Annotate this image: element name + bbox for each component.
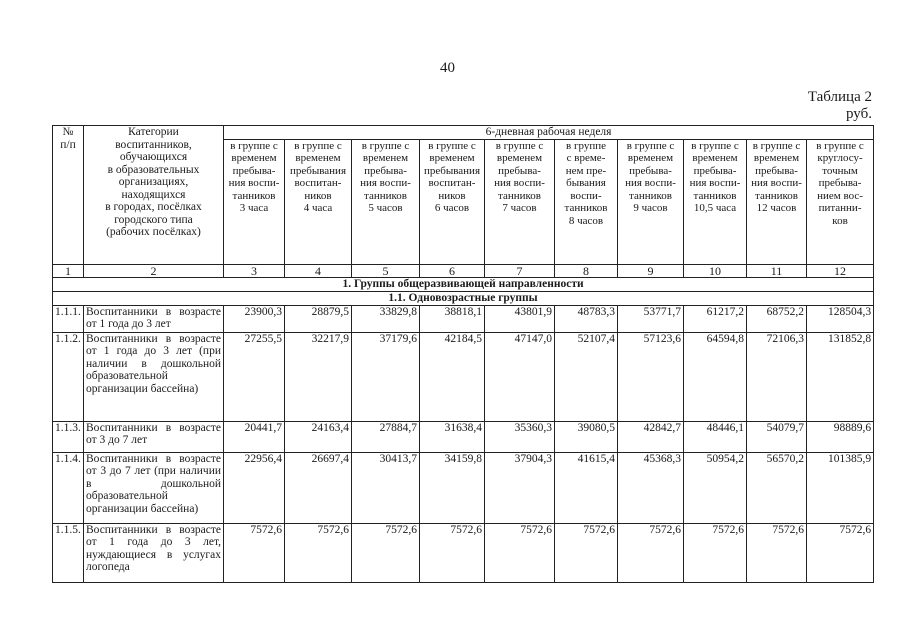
- column-header: в группе с време- нем пре- бывания воспи- танников 8 часов: [555, 139, 618, 264]
- cost-value: 38818,1: [420, 305, 485, 332]
- section-title: 1. Группы общеразвивающей направленности: [53, 277, 874, 291]
- cost-value: 20441,7: [224, 421, 285, 452]
- cost-value: 45368,3: [618, 452, 684, 523]
- row-description: Воспитанники в возрасте от 3 до 7 лет (при наличии в дошкольной образовательной организации бассейна): [84, 452, 224, 523]
- cost-value: 22956,4: [224, 452, 285, 523]
- page-number: 40: [440, 60, 455, 76]
- row-number: 1.1.4.: [53, 452, 84, 523]
- column-index: 8: [555, 264, 618, 277]
- column-header: в группе с временем пребыва- ния воспи- танников 5 часов: [352, 139, 420, 264]
- cost-value: 57123,6: [618, 332, 684, 421]
- cost-value: 28879,5: [285, 305, 352, 332]
- cost-value: 27255,5: [224, 332, 285, 421]
- column-index: 2: [84, 264, 224, 277]
- cost-value: 72106,3: [747, 332, 807, 421]
- column-index: 9: [618, 264, 684, 277]
- cost-value: 7572,6: [352, 523, 420, 582]
- cost-value: 42184,5: [420, 332, 485, 421]
- cost-value: 41615,4: [555, 452, 618, 523]
- column-index: 1: [53, 264, 84, 277]
- column-header: в группе с временем пребывания воспитан- ников 4 часа: [285, 139, 352, 264]
- cost-value: 39080,5: [555, 421, 618, 452]
- cost-value: 56570,2: [747, 452, 807, 523]
- cost-value: 24163,4: [285, 421, 352, 452]
- header-week: 6-дневная рабочая неделя: [224, 126, 874, 140]
- cost-value: 7572,6: [618, 523, 684, 582]
- cost-value: 98889,6: [807, 421, 874, 452]
- cost-value: 61217,2: [684, 305, 747, 332]
- column-index: 7: [485, 264, 555, 277]
- column-index: 6: [420, 264, 485, 277]
- cost-value: 131852,8: [807, 332, 874, 421]
- column-index: 4: [285, 264, 352, 277]
- cost-value: 128504,3: [807, 305, 874, 332]
- cost-value: 7572,6: [747, 523, 807, 582]
- row-description: Воспитанники в возрасте от 1 года до 3 лет, нуждающиеся в услугах логопеда: [84, 523, 224, 582]
- cost-value: 47147,0: [485, 332, 555, 421]
- row-number: 1.1.1.: [53, 305, 84, 332]
- tariff-table: [52, 125, 874, 583]
- cost-value: 42842,7: [618, 421, 684, 452]
- currency-label: руб.: [846, 106, 872, 122]
- cost-value: 50954,2: [684, 452, 747, 523]
- cost-value: 7572,6: [285, 523, 352, 582]
- cost-value: 30413,7: [352, 452, 420, 523]
- column-index: 10: [684, 264, 747, 277]
- cost-value: 32217,9: [285, 332, 352, 421]
- cost-value: 33829,8: [352, 305, 420, 332]
- cost-value: 26697,4: [285, 452, 352, 523]
- column-header: в группе с временем пребыва- ния воспи- танников 10,5 часа: [684, 139, 747, 264]
- column-index: 3: [224, 264, 285, 277]
- column-header: в группе с временем пребыва- ния воспи- танников 3 часа: [224, 139, 285, 264]
- column-index: 12: [807, 264, 874, 277]
- cost-value: 7572,6: [684, 523, 747, 582]
- column-header: в группе с круглосу- точным пребыва- нием вос- питанни- ков: [807, 139, 874, 264]
- cost-value: 48446,1: [684, 421, 747, 452]
- cost-value: 7572,6: [485, 523, 555, 582]
- cost-value: 52107,4: [555, 332, 618, 421]
- cost-value: 37904,3: [485, 452, 555, 523]
- cost-value: 101385,9: [807, 452, 874, 523]
- column-index: 5: [352, 264, 420, 277]
- cost-value: 34159,8: [420, 452, 485, 523]
- cost-value: 27884,7: [352, 421, 420, 452]
- cost-value: 35360,3: [485, 421, 555, 452]
- column-header: в группе с временем пребывания воспитан- ников 6 часов: [420, 139, 485, 264]
- cost-value: 53771,7: [618, 305, 684, 332]
- cost-value: 37179,6: [352, 332, 420, 421]
- column-index: 11: [747, 264, 807, 277]
- cost-value: 31638,4: [420, 421, 485, 452]
- table-row: [53, 305, 874, 332]
- column-header: в группе с временем пребыва- ния воспи- танников 7 часов: [485, 139, 555, 264]
- row-number: 1.1.3.: [53, 421, 84, 452]
- table-row: [53, 421, 874, 452]
- cost-value: 64594,8: [684, 332, 747, 421]
- cost-value: 54079,7: [747, 421, 807, 452]
- row-description: Воспитанники в возрасте от 3 до 7 лет: [84, 421, 224, 452]
- cost-value: 48783,3: [555, 305, 618, 332]
- cost-value: 43801,9: [485, 305, 555, 332]
- cost-value: 23900,3: [224, 305, 285, 332]
- table-label: Таблица 2: [807, 89, 872, 105]
- row-description: Воспитанники в возрасте от 1 года до 3 лет (при наличии в дошкольной образовательной организации бассейна): [84, 332, 224, 421]
- cost-value: 68752,2: [747, 305, 807, 332]
- cost-value: 7572,6: [555, 523, 618, 582]
- table-row: [53, 332, 874, 421]
- row-description: Воспитанники в возрасте от 1 года до 3 лет: [84, 305, 224, 332]
- table-row: [53, 523, 874, 582]
- table-row: [53, 452, 874, 523]
- row-number: 1.1.2.: [53, 332, 84, 421]
- header-category: Категории воспитанников, обучающихся в образовательных организациях, находящихся в городах, посёлках городского типа (рабочих посёлках): [84, 126, 224, 265]
- header-number: № п/п: [53, 126, 84, 265]
- column-header: в группе с временем пребыва- ния воспи- танников 9 часов: [618, 139, 684, 264]
- row-number: 1.1.5.: [53, 523, 84, 582]
- cost-value: 7572,6: [420, 523, 485, 582]
- cost-value: 7572,6: [807, 523, 874, 582]
- subsection-title: 1.1. Одновозрастные группы: [53, 291, 874, 305]
- cost-value: 7572,6: [224, 523, 285, 582]
- column-header: в группе с временем пребыва- ния воспи- танников 12 часов: [747, 139, 807, 264]
